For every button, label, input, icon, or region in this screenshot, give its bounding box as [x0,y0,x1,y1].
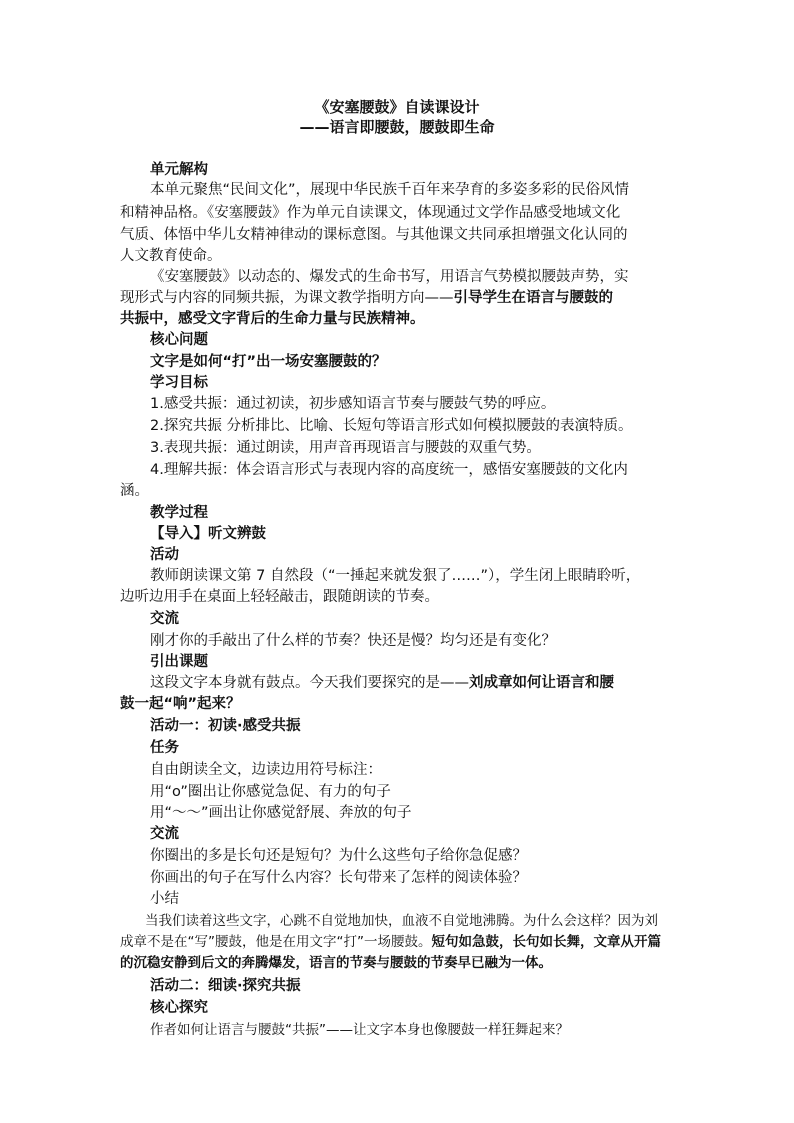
exchange-label: 交流 [150,611,179,627]
unit-paragraph2-text: 现形式与内容的同频共振，为课文教学指明方向—— [120,290,454,306]
unit-paragraph2-emphasis: 引导学生在语言与腰鼓的 [453,290,613,306]
activity1-exchange-line: 你圈出的多是长句还是短句？为什么这些句子给你急促感？ [150,848,527,864]
activity1-exchange-line: 你画出的句子在写什么内容？长句带来了怎样的阅读体验？ [150,870,527,886]
unit-paragraph-line: 和精神品格。《安塞腰鼓》作为单元自读课文，体现通过文学作品感受地域文化 [120,205,621,221]
goal-item: 2.探究共振 分析排比、比喻、长短句等语言形式如何模拟腰鼓的表演特质。 [150,418,633,434]
activity2-heading: 活动二：细读·探究共振 [150,978,301,994]
topic-text: 这段文字本身就有鼓点。今天我们要探究的是—— [150,675,469,691]
summary-emphasis-line: 的沉稳安静到后文的奔腾爆发，语言的节奏与腰鼓的节奏早已融为一体。 [120,955,552,971]
task-line: 用“o”圈出让你感觉急促、有力的句子 [150,784,391,800]
exchange-text: 刚才你的手敲出了什么样的节奏？快还是慢？均匀还是有变化？ [150,633,556,649]
process-heading: 教学过程 [150,505,208,521]
goals-heading: 学习目标 [150,375,208,391]
unit-paragraph-line: 人文教育使命。 [120,248,222,264]
summary-text: 成章不是在“写”腰鼓，他是在用文字“打”一场腰鼓。 [120,934,432,950]
unit-paragraph2-line: 《安塞腰鼓》以动态的、爆发式的生命书写，用语言气势模拟腰鼓声势，实 [150,269,629,285]
activity-line: 教师朗读课文第 7 自然段（“一捶起来就发狠了……”），学生闭上眼睛聆听， [150,568,641,584]
activity-line: 边听边用手在桌面上轻轻敲击，跟随朗读的节奏。 [120,589,439,605]
topic-emphasis: 刘成章如何让语言和腰 [469,675,614,691]
goal-item-continued: 涵。 [120,483,149,499]
task-line: 用“～～”画出让你感觉舒展、奔放的句子 [150,805,412,821]
activity-label: 活动 [150,547,179,563]
core-question-heading: 核心问题 [150,332,208,348]
summary-line [120,931,690,954]
task-label: 任务 [150,740,179,756]
unit-paragraph2-line [120,287,690,310]
core-inquiry-text: 作者如何让语言与腰鼓“共振”——让文字本身也像腰鼓一样狂舞起来？ [150,1022,569,1038]
topic-label: 引出课题 [150,654,208,670]
page-subtitle: ——语言即腰鼓，腰鼓即生命 [299,118,495,136]
activity1-heading: 活动一：初读·感受共振 [150,718,301,734]
unit-heading: 单元解构 [150,162,208,178]
unit-paragraph-line: 本单元聚焦“民间文化”，展现中华民族千百年来孕育的多姿多彩的民俗风情 [150,182,630,198]
core-question-text: 文字是如何“打”出一场安塞腰鼓的？ [150,354,387,370]
unit-paragraph-line: 气质、体悟中华儿女精神律动的课标意图。与其他课文共同承担增强文化认同的 [120,227,628,243]
goal-item: 4.理解共振：体会语言形式与表现内容的高度统一，感悟安塞腰鼓的文化内 [150,462,628,478]
goal-item: 3.表现共振：通过朗读，用声音再现语言与腰鼓的双重气势。 [150,440,541,456]
intro-heading: 【导入】听文辨鼓 [150,526,266,542]
page-title: 《安塞腰鼓》自读课设计 [314,98,480,116]
summary-line: 当我们读着这些文字，心跳不自觉地加快，血液不自觉地沸腾。为什么会这样？因为刘 [145,913,658,929]
goal-item: 1.感受共振：通过初读，初步感知语言节奏与腰鼓气势的呼应。 [150,396,556,412]
task-line: 自由朗读全文，边读边用符号标注： [150,762,382,778]
summary-emphasis: 短句如急鼓，长句如长舞，文章从开篇 [431,934,661,950]
topic-emphasis-continued: 鼓一起“响”起来？ [120,696,241,712]
summary-label: 小结 [150,891,179,907]
unit-paragraph2-emphasis: 共振中，感受文字背后的生命力量与民族精神。 [120,311,425,327]
topic-line [150,672,720,695]
activity1-exchange-label: 交流 [150,826,179,842]
core-inquiry-label: 核心探究 [150,1000,208,1016]
